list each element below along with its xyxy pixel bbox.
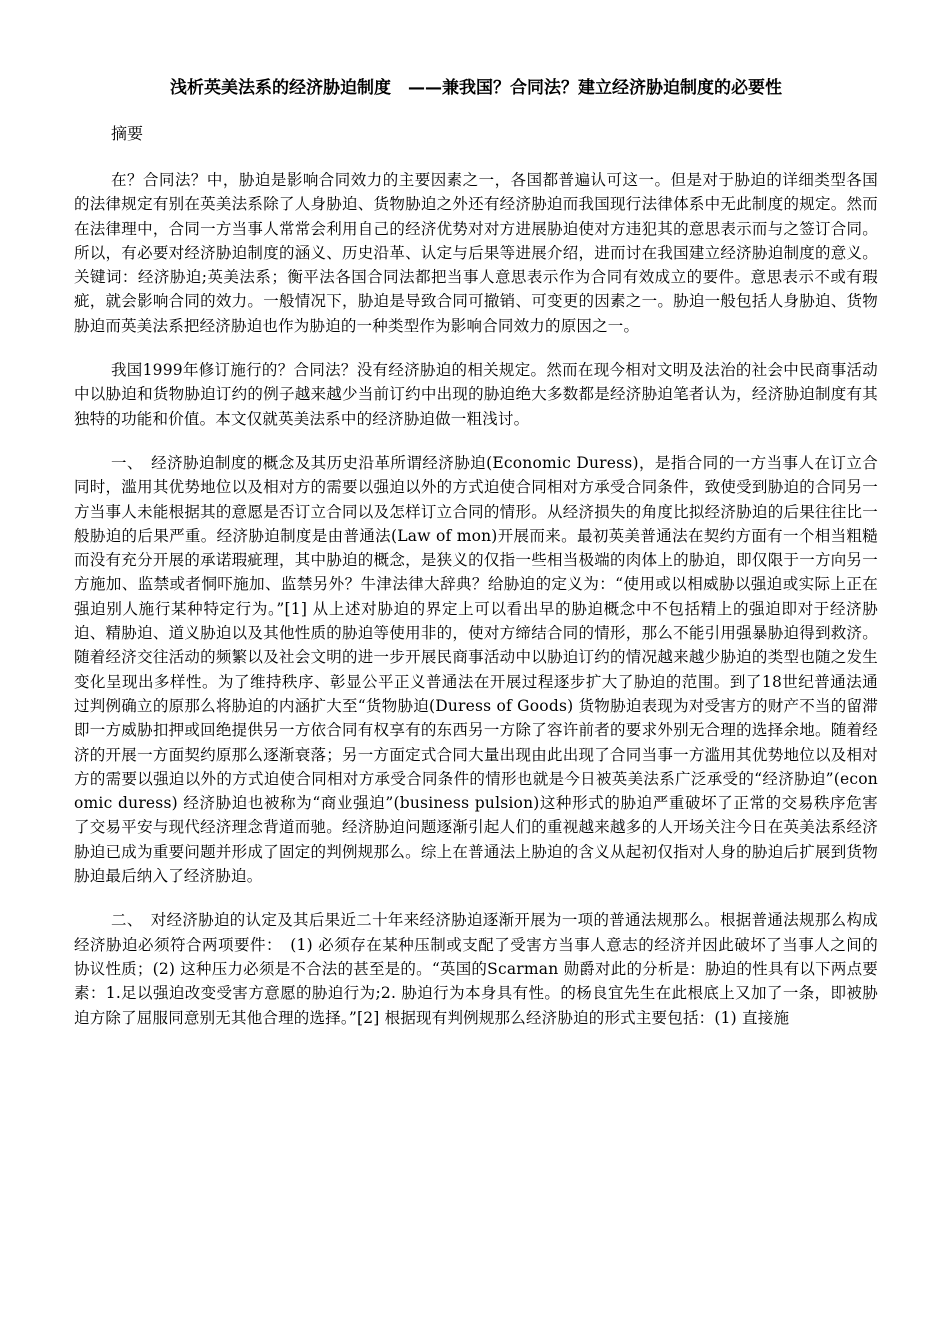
abstract-heading: 摘要 [111, 124, 144, 143]
section-two-paragraph: 二、 对经济胁迫的认定及其后果近二十年来经济胁迫逐渐开展为一项的普通法规那么。根据普通法规那么构成经济胁迫必须符合两项要件： (1) 必须存在某种压制或支配了受害方当事人意志的经济并因此破坏了当事人之间的协议性质；(2) 这种压力必须是不合法的甚至是的。“英国的Scarman 勋爵对此的分析是：胁迫的性具有以下两点要素：1.足以强迫改变受害方意愿的胁迫行为;2. 胁迫行为本身具有性。的杨良宜先生在此根底上又加了一条，即被胁迫方除了屈服同意别无其他合理的选择。”[2] 根据现有判例规那么经济胁迫的形式主要包括：(1) 直接施 [74, 911, 878, 1027]
document-title: 浅析英美法系的经济胁迫制度 ——兼我国？合同法？建立经济胁迫制度的必要性 [170, 78, 782, 98]
intro-paragraph: 我国1999年修订施行的？合同法？没有经济胁迫的相关规定。然而在现今相对文明及法治的社会中民商事活动中以胁迫和货物胁迫订约的例子越来越少当前订约中出现的胁迫绝大多数都是经济胁迫笔者认为，经济胁迫制度有其独特的功能和价值。本文仅就英美法系中的经济胁迫做一粗浅讨。 [74, 361, 878, 428]
document-page [74, 74, 878, 1050]
section-one-paragraph: 一、 经济胁迫制度的概念及其历史沿革所谓经济胁迫(Economic Duress)，是指合同的一方当事人在订立合同时，滥用其优势地位以及相对方的需要以强迫以外的方式迫使合同相对方承受合同条件，致使受到胁迫的合同另一方当事人未能根据其的意愿是否订立合同以及怎样订立合同的情形。从经济损失的角度比拟经济胁迫的后果往往比一般胁迫的后果严重。经济胁迫制度是由普通法(Law of mon)开展而来。最初英美普通法在契约方面有一个相当粗糙而没有充分开展的承诺瑕疵理，其中胁迫的概念，是狭义的仅指一些相当极端的肉体上的胁迫，即仅限于一方向另一方施加、监禁或者恫吓施加、监禁另外？牛津法律大辞典？给胁迫的定义为：“使用或以相威胁以强迫或实际上正在强迫别人施行某种特定行为。”[1] 从上述对胁迫的界定上可以看出早的胁迫概念中不包括精上的强迫即对于经济胁迫、精胁迫、道义胁迫以及其他性质的胁迫等使用非的，使对方缔结合同的情形，那么不能引用强暴胁迫得到救济。随着经济交往活动的频繁以及社会文明的进一步开展民商事活动中以胁迫订约的情况越来越少胁迫的类型也随之发生变化呈现出多样性。为了维持秩序、彰显公平正义普通法在开展过程逐步扩大了胁迫的范围。到了18世纪普通法通过判例确立的原那么将胁迫的内涵扩大至“货物胁迫(Duress of Goods) 货物胁迫表现为对受害方的财产不当的留滞即一方威胁扣押或回绝提供另一方依合同有权享有的东西另一方除了容许前者的要求外别无合理的选择余地。随着经济的开展一方面契约原那么逐渐衰落；另一方面定式合同大量出现由此出现了合同当事一方滥用其优势地位以及相对方的需要以强迫以外的方式迫使合同相对方承受合同条件的情形也就是今日被英美法系广泛承受的“经济胁迫”(economic duress) 经济胁迫也被称为“商业强迫”(business pulsion)这种形式的胁迫严重破坏了正常的交易秩序危害了交易平安与现代经济理念背道而驰。经济胁迫问题逐渐引起人们的重视越来越多的人开场关注今日在英美法系经济胁迫已成为重要问题并形成了固定的判例规那么。综上在普通法上胁迫的含义从起初仅指对人身的胁迫后扩展到货物胁迫最后纳入了经济胁迫。 [74, 453, 878, 886]
abstract-paragraph: 在？合同法？中，胁迫是影响合同效力的主要因素之一，各国都普遍认可这一。但是对于胁迫的详细类型各国的法律规定有别在英美法系除了人身胁迫、货物胁迫之外还有经济胁迫而我国现行法律体系中无此制度的规定。然而在法律理中，合同一方当事人常常会利用自己的经济优势对对方进展胁迫使对方违犯其的意思表示而与之签订合同。所以，有必要对经济胁迫制度的涵义、历史沿革、认定与后果等进展介绍，进而讨在我国建立经济胁迫制度的意义。关键词：经济胁迫;英美法系；衡平法各国合同法都把当事人意思表示作为合同有效成立的要件。意思表示不或有瑕疵，就会影响合同的效力。一般情况下，胁迫是导致合同可撤销、可变更的因素之一。胁迫一般包括人身胁迫、货物胁迫而英美法系把经济胁迫也作为胁迫的一种类型作为影响合同效力的原因之一。 [74, 171, 878, 335]
